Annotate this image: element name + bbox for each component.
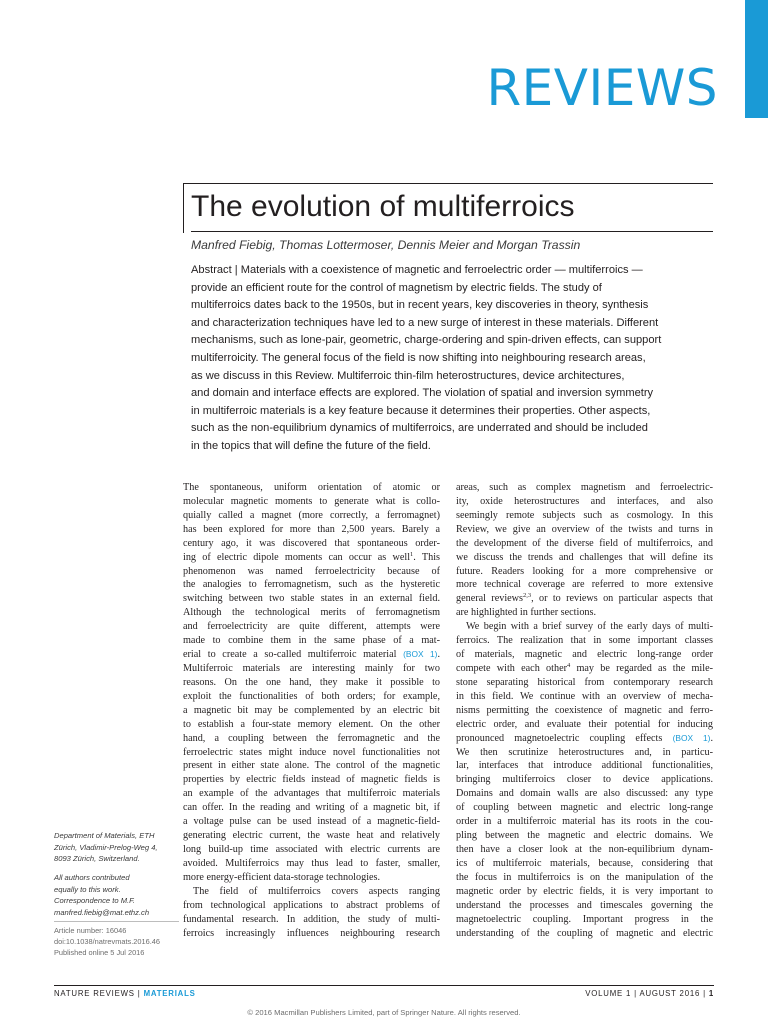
author-list: Manfred Fiebig, Thomas Lottermoser, Dennis Meier and Morgan Trassin [191,238,581,252]
abstract-line: provide an efficient route for the control of magnetism by electric fields. The study of [191,281,602,294]
abstract-line: and domain and interface effects are explored. The violation of spatial and inversion symmetry [191,387,654,400]
body-line: The spontaneous, uniform orientation of atomic or [183,482,440,493]
body-line: century ago, it was discovered that spontaneous order- [183,537,440,549]
correspondence-email-link[interactable]: manfred.fiebig@mat.ethz.ch [54,907,150,917]
affiliation-line: 8093 Zürich, Switzerland. [54,854,140,864]
body-line [183,551,440,565]
body-line: long build-up time associated with electric currents are [183,843,440,855]
body-line: from technological applications to abstract problems of [183,899,440,911]
title-rule [183,183,713,184]
body-line: quially called a magnet (more correctly, a ferromagnet) [183,509,440,521]
volume-text: VOLUME 1 | AUGUST 2016 | [585,989,709,998]
footer-rule [54,985,714,986]
body-line: in this field. We continue with an overview of mecha- [456,690,713,702]
body-text: may be regarded as the mile- [570,662,713,674]
abstract-line: and characterization techniques have led to a new surge of interest in these materials. Different [191,316,659,329]
body-line: The field of multiferroics covers aspects ranging [193,885,440,897]
body-line [456,732,713,746]
section-label: REVIEWS [486,59,718,117]
body-text: . This [413,551,440,563]
body-line: and ferroelectricity are quite different, attempts were [183,621,440,633]
journal-name-accent: MATERIALS [143,989,196,998]
page-number: 1 [708,989,714,998]
body-line: we discuss the trends and challenges that will define its [456,551,713,563]
body-line: nisms permitting the coexistence of magnetic and ferro- [456,704,713,716]
body-line: ics of multiferroic materials, because, considering that [456,857,713,869]
body-line [456,592,713,606]
body-line: future. Readers looking for a more comprehensive or [456,565,713,577]
body-line: ity, oxide heterostructures and interfaces, and also [456,495,713,507]
body-line: ferroics. The realization that in some important classes [456,635,713,647]
body-line: seemingly remote subjects such as cosmology. In this [456,509,713,521]
body-line [183,648,440,662]
publication-date: Published online 5 Jul 2016 [54,948,145,958]
body-line: Multiferroic materials are interesting mainly for two [183,662,440,674]
body-line: avoided. Multiferroics may thus lead to faster, smaller, [183,857,440,869]
copyright-notice: © 2016 Macmillan Publishers Limited, part of Springer Nature. All rights reserved. [247,1008,521,1017]
body-line: electric order, and evaluate their potential for inducing [456,718,713,730]
body-line [456,662,713,676]
author-affiliation [54,830,179,865]
body-line: order in a multiferroic material has its roots in the cou- [456,816,713,828]
affiliation-line: Zürich, Vladimir-Prelog-Weg 4, [54,842,158,852]
authors-rule [191,231,713,232]
body-line: understanding of the coupling of magnetic and electric [456,927,713,939]
body-line: We begin with a brief survey of the early days of multi- [466,621,713,633]
body-line: areas, such as complex magnetism and ferroelectric- [456,482,713,493]
body-column-1 [183,481,440,940]
body-line: to establish a four-state memory element. On the other [183,718,440,730]
volume-info [585,988,714,1000]
citation-ref[interactable]: 4 [566,661,571,669]
abstract-line: as we discuss in this Review. Multiferroic thin-film heterostructures, device architectures, [191,369,625,382]
body-line: present in either state alone. The control of the magnetic [183,760,440,772]
body-line: has been explored for more than 2,500 years. Barely a [183,523,440,535]
abstract-line: in multiferroic materials is a key feature because it determines their properties. Other aspects, [191,404,651,417]
body-line: reasons. On the one hand, they make it possible to [183,676,440,688]
citation-ref[interactable]: 1 [410,550,414,558]
section-accent-bar [745,0,768,118]
body-line: hand, a coupling between the ferromagnetic and the [183,732,440,744]
abstract-line: in the topics that will define the future of the field. [191,439,431,452]
abstract-line: multiferroics dates back to the 1950s, but in recent years, key discoveries in theory, synthesis [191,299,649,312]
body-line: molecular magnetic moments to generate what is collo- [183,495,440,507]
abstract-line: Abstract | Materials with a coexistence of magnetic and ferroelectric order — multiferroics — [191,264,643,276]
journal-name-text: NATURE REVIEWS | [54,989,144,998]
body-line: Domains and domain walls are also discussed: any type [456,788,713,800]
article-info [54,925,179,958]
body-line: exploit the functionalities of both orders; for example, [183,690,440,702]
body-line: bringing multiferroics closer to device applications. [456,774,713,786]
abstract-line: mechanisms, such as lone-pair, geometric, charge-ordering and spin-driven effects, can support [191,334,662,347]
body-line: stone separating historical from contemporary research [456,676,713,688]
title-rule-vertical [183,183,184,233]
abstract-line: multiferroicity. The general focus of the field is now shifting into neighbouring research areas, [191,351,646,364]
body-text: ing of electric dipole moments can occur as well [183,551,411,563]
body-text: erial to create a so-called multiferroic material [183,649,397,661]
body-line: understand the processes and timescales governing the [456,899,713,911]
body-text: . [437,649,440,661]
body-text: general reviews [456,593,523,605]
affiliation-line: Department of Materials, ETH [54,831,155,840]
body-line: Although the technological merits of ferromagnetism [183,607,440,619]
body-line: the development of the diverse field of multiferroics, and [456,537,713,549]
body-line: ferroics increasingly influences neighbouring research [183,927,440,939]
note-line: equally to this work. [54,884,121,894]
body-line: pling between the magnetic and electric domains. We [456,830,713,842]
body-line: can offer. In the reading and writing of a magnetic bit, if [183,802,440,814]
body-line: switching between two stable states in an external field. [183,593,440,605]
note-line: All authors contributed [54,873,130,882]
note-line: Correspondence to M.F. [54,896,135,906]
body-column-2 [456,481,713,940]
body-line: more technical coverage are referred to more extensive [456,579,713,591]
citation-ref[interactable]: 2,3 [523,592,532,600]
body-line: properties by electric fields instead of magnetic fields is [183,774,440,786]
body-line: the analogies to ferromagnetism, such as the hysteretic [183,579,440,591]
abstract-line: such as the non-equilibrium dynamics of multiferroics, are underrated and should be included [191,422,648,435]
body-text: , or to reviews on particular aspects that [531,593,713,605]
body-line: a magnetic bit may be complemented by an electric bit [183,704,440,716]
body-line: generating electric current, the waste heat and relatively [183,830,440,842]
body-line: are highlighted in further sections. [456,607,597,619]
abstract [191,262,713,456]
body-line: phenomenon was named ferroelectricity because of [183,565,440,577]
article-title: The evolution of multiferroics [191,190,575,223]
body-line: an example of the advantages that multiferroic materials [183,788,440,800]
affiliation-rule [54,921,179,922]
author-note [54,872,179,918]
body-text: pronounced magnetoelectric coupling effects [456,732,663,744]
body-line: lar, interfaces that introduce additional functionalities, [456,760,713,772]
box-reference-link[interactable]: (BOX 1) [672,732,711,743]
body-line: fundamental research. In addition, the study of multi- [183,913,440,925]
body-line: a voltage pulse can be used instead of a magnetic-field- [183,816,440,828]
body-line: Review, we give an overview of the twists and turns in [456,523,713,535]
body-text: compete with each other [456,662,567,674]
body-line: magnetic order by electric fields, it is very important to [456,885,713,897]
body-line: magnetoelectric coupling. Important progress in the [456,913,713,925]
body-line: made to combine them in the same phase of a mat- [183,635,440,647]
body-line: more energy-efficient data-storage technologies. [183,871,381,883]
body-line: We then scrutinize heterostructures and, in particu- [456,746,713,758]
body-line: of materials, magnetic and electric long-range order [456,649,713,661]
body-line: of coupling between magnetic and electric long-range [456,802,713,814]
journal-name [54,988,196,1000]
body-text: . [710,732,713,744]
body-line: the focus in multiferroics is on the manipulation of the [456,871,713,883]
body-line: ferroelectric states might induce novel functionalities not [183,746,440,758]
box-reference-link[interactable]: (BOX 1) [403,649,438,660]
body-line: then have a closer look at the non-equilibrium dynam- [456,843,713,855]
doi-link[interactable]: doi:10.1038/natrevmats.2016.46 [54,937,161,947]
article-number: Article number: 16046 [54,926,127,935]
